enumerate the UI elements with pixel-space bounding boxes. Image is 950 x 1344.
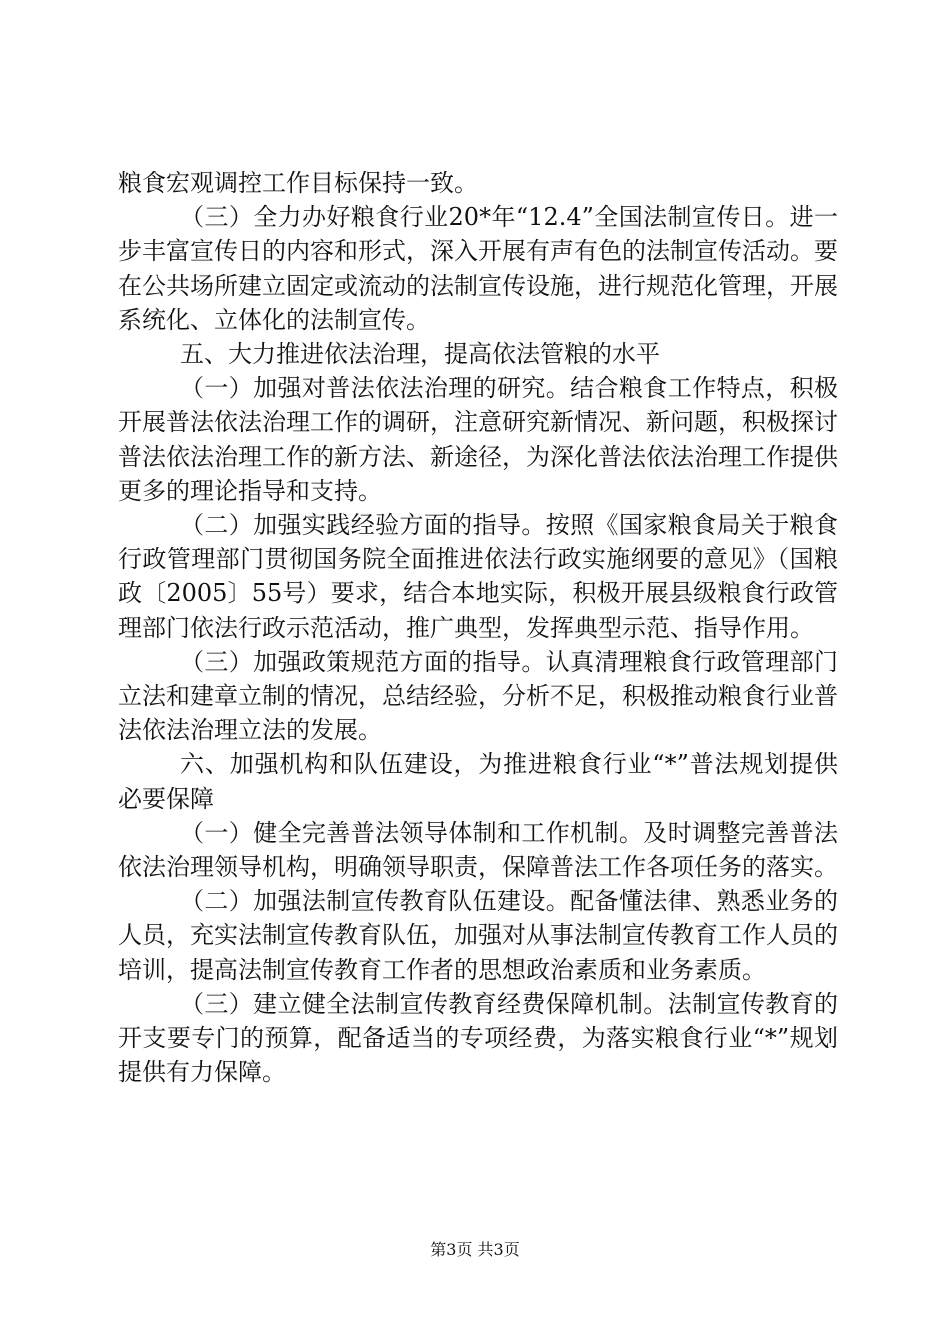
paragraph-5-3: （三）加强政策规范方面的指导。认真清理粮食行政管理部门立法和建章立制的情况，总结经验，分析不足，积极推动粮食行业普法依法治理立法的发展。 [118,647,838,745]
paragraph-5-2: （二）加强实践经验方面的指导。按照《国家粮食局关于粮食行政管理部门贯彻国务院全面推进依法行政实施纲要的意见》（国粮政〔2005〕55号）要求，结合本地实际，积极开展县级粮食行政管理部门依法行政示范活动，推广典型，发挥典型示范、指导作用。 [118,511,838,642]
document-body [118,166,838,1089]
paragraph-6-3: （三）建立健全法制宣传教育经费保障机制。法制宣传教育的开支要专门的预算，配备适当的专项经费，为落实粮食行业“*”规划提供有力保障。 [118,989,838,1087]
paragraph-5-1: （一）加强对普法依法治理的研究。结合粮食工作特点，积极开展普法依法治理工作的调研，注意研究新情况、新问题，积极探讨普法依法治理工作的新方法、新途径，为深化普法依法治理工作提供更多的理论指导和支持。 [118,374,838,505]
section-heading-6: 六、加强机构和队伍建设，为推进粮食行业“*”普法规划提供必要保障 [118,750,838,813]
paragraph-propaganda-day: （三）全力办好粮食行业20*年“12.4”全国法制宣传日。进一步丰富宣传日的内容和形式，深入开展有声有色的法制宣传活动。要在公共场所建立固定或流动的法制宣传设施，进行规范化管理，开展系统化、立体化的法制宣传。 [118,203,838,334]
paragraph-6-1: （一）健全完善普法领导体制和工作机制。及时调整完善普法依法治理领导机构，明确领导职责，保障普法工作各项任务的落实。 [118,818,838,882]
section-heading-5: 五、大力推进依法治理，提高依法管粮的水平 [180,340,660,369]
page-number-footer: 第3页 共3页 [430,1240,520,1259]
paragraph-6-2: （二）加强法制宣传教育队伍建设。配备懂法律、熟悉业务的人员，充实法制宣传教育队伍，加强对从事法制宣传教育工作人员的培训，提高法制宣传教育工作者的思想政治素质和业务素质。 [118,887,838,984]
paragraph-continuation: 粮食宏观调控工作目标保持一致。 [118,169,478,197]
